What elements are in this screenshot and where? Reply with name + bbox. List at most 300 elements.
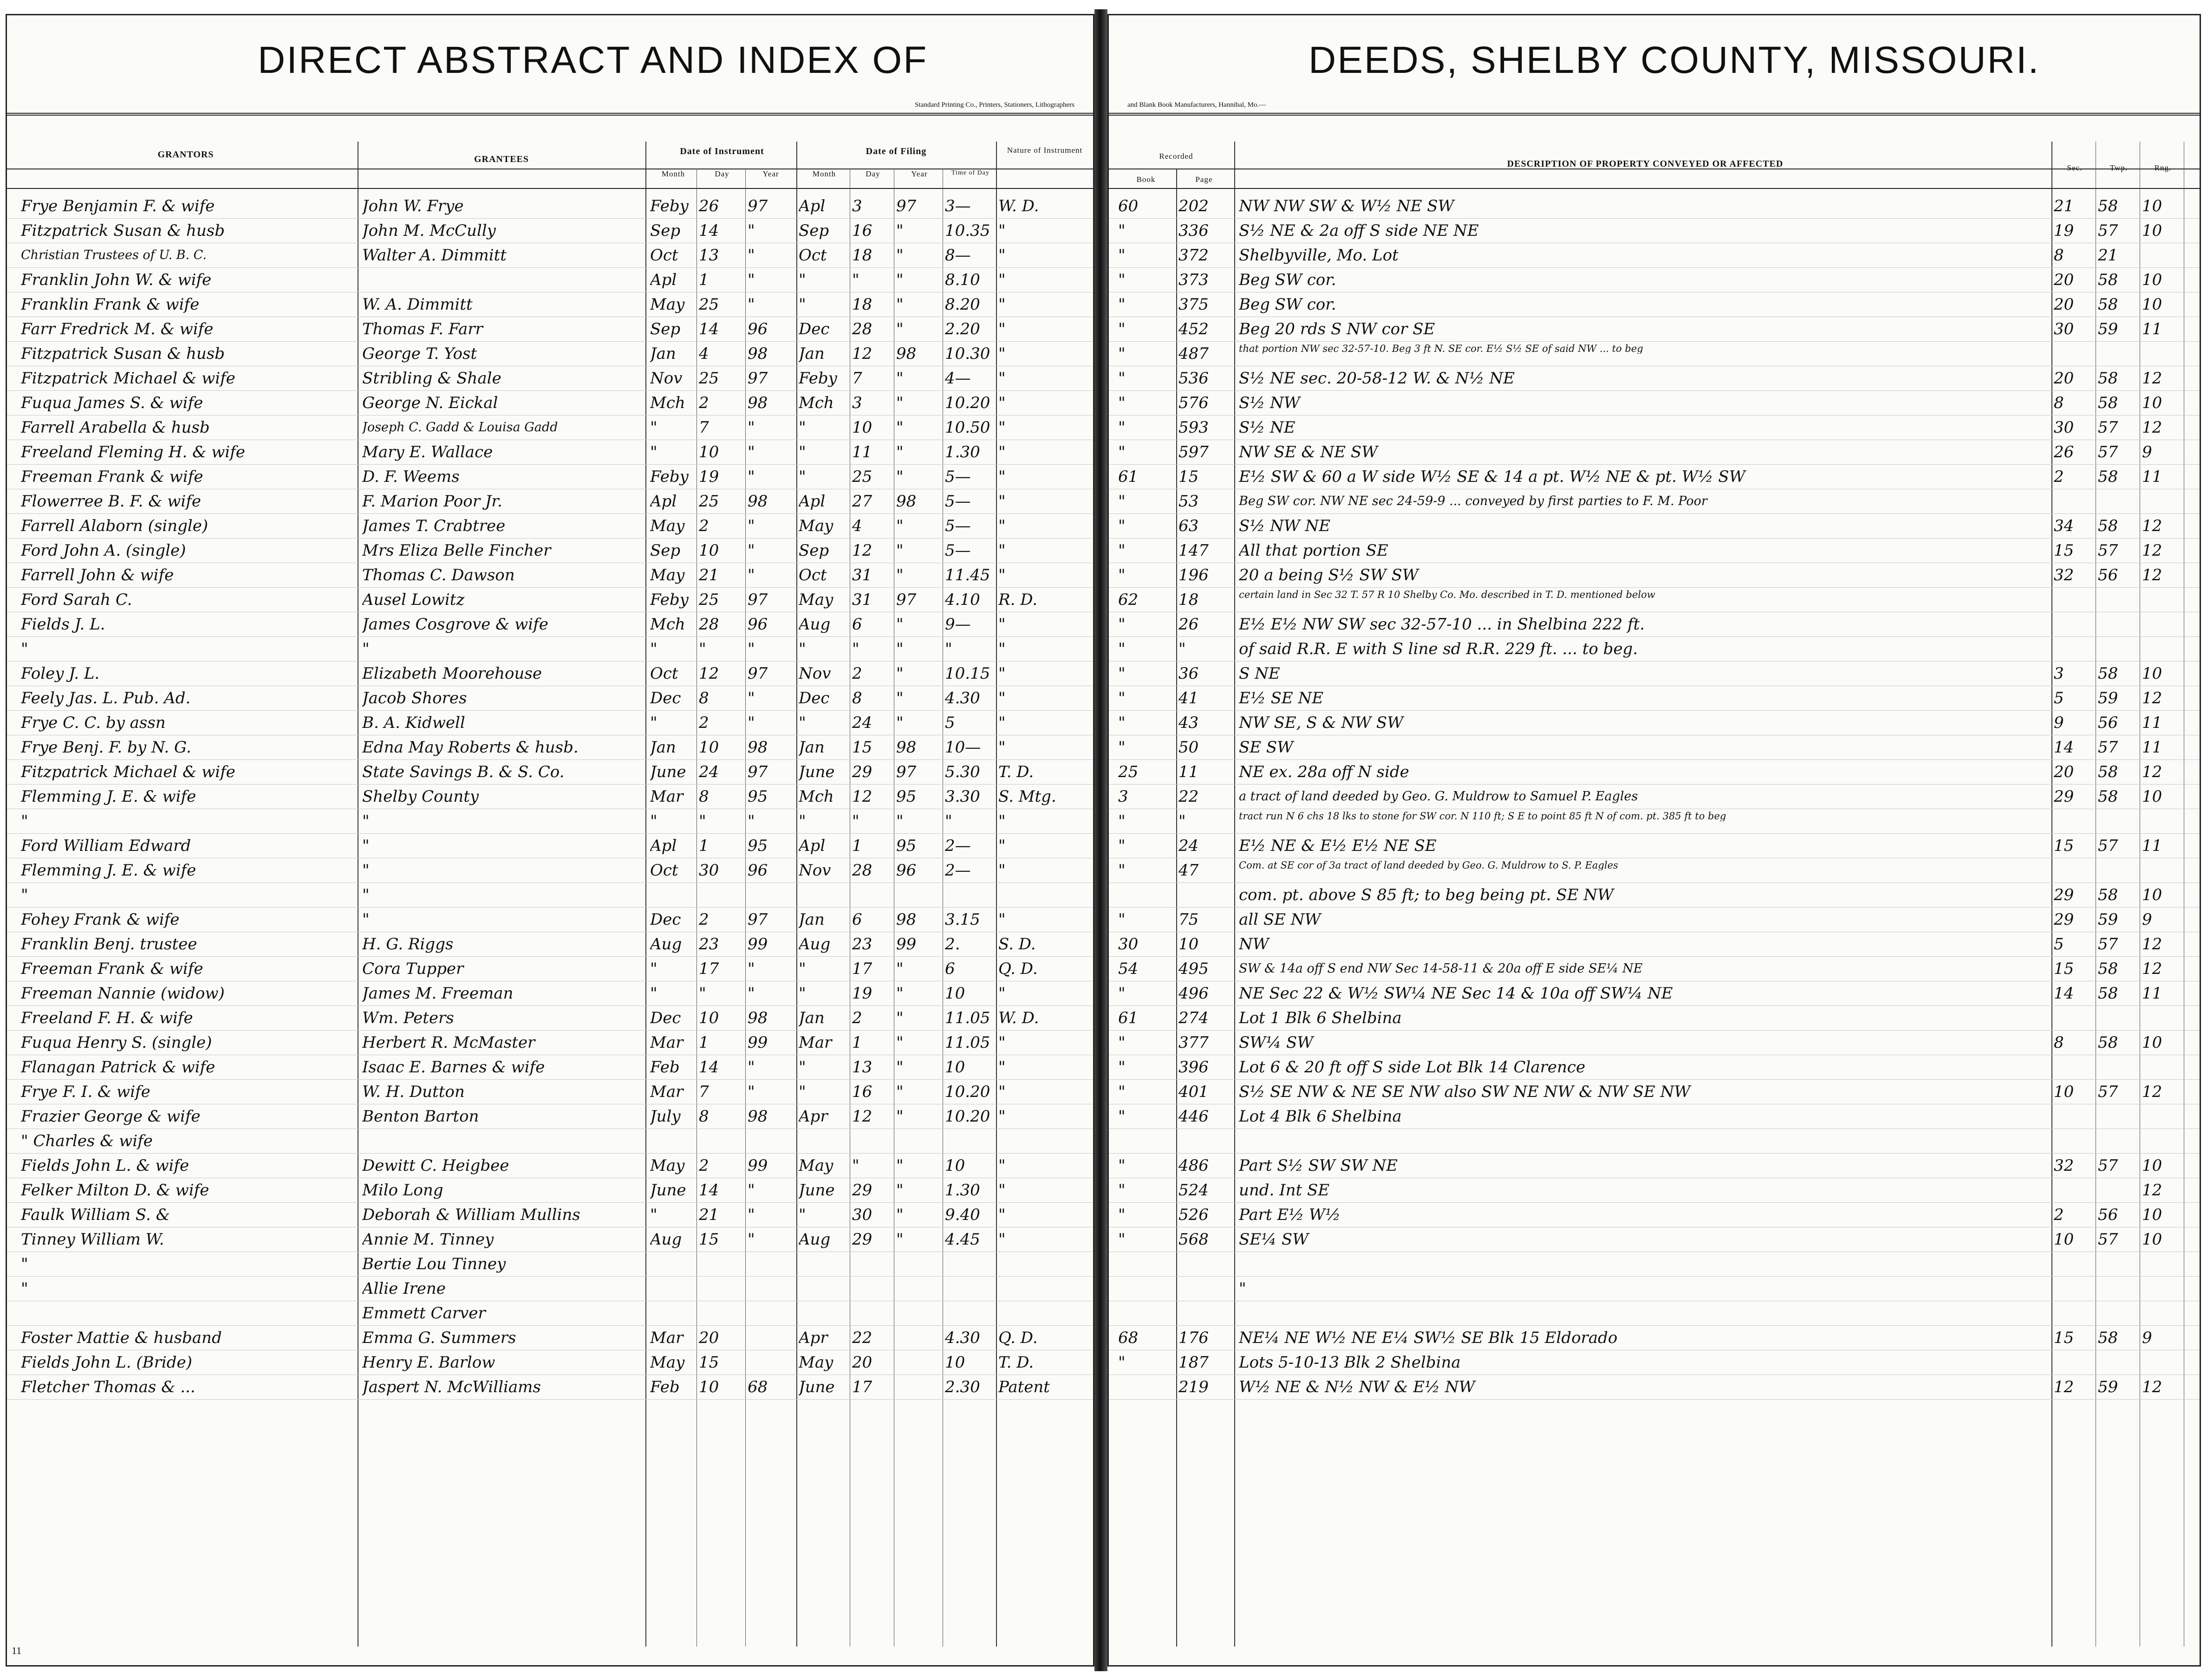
filing-month-cell: Nov bbox=[799, 664, 831, 683]
book-cell: " bbox=[1118, 1353, 1126, 1372]
nature-cell: " bbox=[998, 492, 1006, 511]
ledger-row bbox=[1109, 1154, 2200, 1178]
rng-cell: 11 bbox=[2142, 320, 2162, 338]
filing-year-cell: " bbox=[896, 1009, 904, 1027]
filing-year-cell: 98 bbox=[896, 738, 917, 757]
rng-cell: 12 bbox=[2142, 566, 2162, 584]
description-cell: S½ NE sec. 20-58-12 W. & N½ NE bbox=[1239, 369, 1515, 388]
ledger-row bbox=[1109, 292, 2200, 317]
ledger-row bbox=[7, 342, 1093, 366]
book-cell: " bbox=[1118, 1230, 1126, 1249]
header-file-year: Year bbox=[911, 169, 928, 178]
book-cell: " bbox=[1118, 664, 1126, 683]
instrument-day-cell: 26 bbox=[699, 197, 719, 215]
filing-day-cell: 29 bbox=[852, 763, 872, 781]
top-rule bbox=[1109, 113, 2200, 116]
ledger-row bbox=[1109, 908, 2200, 932]
grantee-cell: Emma G. Summers bbox=[362, 1329, 516, 1347]
ledger-row bbox=[7, 194, 1093, 219]
ledger-row bbox=[7, 1301, 1093, 1326]
sec-cell: 5 bbox=[2054, 689, 2064, 707]
grantor-cell: Fohey Frank & wife bbox=[21, 910, 180, 929]
filing-time-cell: 5— bbox=[945, 467, 971, 486]
grantor-cell: " bbox=[21, 640, 28, 658]
filing-time-cell: 10 bbox=[945, 1353, 965, 1372]
twp-cell: 58 bbox=[2098, 1329, 2118, 1347]
filing-month-cell: May bbox=[799, 1156, 833, 1175]
filing-month-cell: Oct bbox=[799, 566, 827, 584]
filing-day-cell: 12 bbox=[852, 1107, 872, 1126]
description-cell: S½ NE bbox=[1239, 418, 1296, 437]
filing-time-cell: 5— bbox=[945, 492, 971, 511]
instrument-day-cell: 17 bbox=[699, 960, 719, 978]
instrument-year-cell: " bbox=[748, 566, 755, 584]
sec-cell: 29 bbox=[2054, 787, 2074, 806]
twp-cell: 57 bbox=[2098, 1230, 2118, 1249]
grantor-cell: Frye F. I. & wife bbox=[21, 1083, 150, 1101]
ledger-row bbox=[1109, 1031, 2200, 1055]
rng-cell: 11 bbox=[2142, 837, 2162, 855]
ledger-row bbox=[7, 514, 1093, 538]
description-cell: Lot 1 Blk 6 Shelbina bbox=[1239, 1009, 1402, 1027]
filing-day-cell: " bbox=[852, 271, 859, 289]
ledger-row bbox=[1109, 514, 2200, 538]
grantee-cell: Allie Irene bbox=[362, 1279, 446, 1298]
grantee-cell: " bbox=[362, 812, 370, 830]
twp-cell: 56 bbox=[2098, 1206, 2118, 1224]
instrument-day-cell: 20 bbox=[699, 1329, 719, 1347]
instrument-month-cell: Mar bbox=[650, 787, 684, 806]
description-cell: a tract of land deeded by Geo. G. Muldrow to Samuel P. Eagles bbox=[1239, 789, 1638, 804]
book-cell: " bbox=[1118, 812, 1126, 830]
filing-month-cell: Jan bbox=[799, 344, 825, 363]
book-cell: 30 bbox=[1118, 935, 1139, 954]
ledger-row bbox=[1109, 735, 2200, 760]
ledger-row bbox=[1109, 1129, 2200, 1154]
instrument-month-cell: Mar bbox=[650, 1329, 684, 1347]
sec-cell: 30 bbox=[2054, 320, 2074, 338]
header-file-month: Month bbox=[812, 169, 836, 178]
filing-month-cell: May bbox=[799, 1353, 833, 1372]
ledger-row bbox=[1109, 219, 2200, 243]
twp-cell: 57 bbox=[2098, 418, 2118, 437]
instrument-month-cell: Jan bbox=[650, 344, 676, 363]
ledger-row bbox=[7, 735, 1093, 760]
filing-time-cell: 2.20 bbox=[945, 320, 980, 338]
filing-year-cell: " bbox=[896, 984, 904, 1003]
ledger-row bbox=[1109, 932, 2200, 957]
filing-day-cell: 28 bbox=[852, 320, 872, 338]
ledger-row bbox=[1109, 440, 2200, 465]
ledger-row bbox=[1109, 1006, 2200, 1031]
grantor-cell: Fitzpatrick Susan & husb bbox=[21, 344, 225, 363]
rng-cell: 10 bbox=[2142, 664, 2162, 683]
filing-day-cell: 7 bbox=[852, 369, 862, 388]
twp-cell: 58 bbox=[2098, 197, 2118, 215]
sec-cell: 15 bbox=[2054, 541, 2074, 560]
rng-cell: 12 bbox=[2142, 1378, 2162, 1396]
ledger-row bbox=[1109, 1375, 2200, 1400]
ledger-row bbox=[1109, 415, 2200, 440]
instrument-year-cell: 98 bbox=[748, 394, 768, 412]
ledger-row bbox=[7, 588, 1093, 612]
filing-time-cell: 6 bbox=[945, 960, 955, 978]
rng-cell: 10 bbox=[2142, 271, 2162, 289]
filing-day-cell: 15 bbox=[852, 738, 872, 757]
instrument-month-cell: Sep bbox=[650, 541, 681, 560]
grantor-cell: Franklin Frank & wife bbox=[21, 295, 200, 314]
rng-cell: 10 bbox=[2142, 787, 2162, 806]
filing-month-cell: " bbox=[799, 271, 806, 289]
nature-cell: " bbox=[998, 837, 1006, 855]
sec-cell: 19 bbox=[2054, 221, 2074, 240]
instrument-day-cell: 1 bbox=[699, 1033, 709, 1052]
filing-time-cell: 10 bbox=[945, 1058, 965, 1077]
filing-month-cell: " bbox=[799, 295, 806, 314]
twp-cell: 58 bbox=[2098, 763, 2118, 781]
grantor-cell: Franklin Benj. trustee bbox=[21, 935, 197, 954]
filing-time-cell: 5 bbox=[945, 714, 955, 732]
nature-cell: " bbox=[998, 1156, 1006, 1175]
rng-cell: 12 bbox=[2142, 763, 2162, 781]
grantee-cell: State Savings B. & S. Co. bbox=[362, 763, 565, 781]
book-cell: 54 bbox=[1118, 960, 1139, 978]
filing-day-cell: 31 bbox=[852, 566, 872, 584]
instrument-year-cell: 98 bbox=[748, 492, 768, 511]
grantor-cell: Frye Benj. F. by N. G. bbox=[21, 738, 191, 757]
ledger-row bbox=[7, 465, 1093, 489]
page-cell: 43 bbox=[1178, 714, 1199, 732]
ledger-row bbox=[7, 957, 1093, 981]
nature-cell: " bbox=[998, 246, 1006, 265]
page-cell: 274 bbox=[1178, 1009, 1209, 1027]
instrument-month-cell: " bbox=[650, 640, 658, 658]
page-cell: 219 bbox=[1178, 1378, 1209, 1396]
sec-cell: 10 bbox=[2054, 1083, 2074, 1101]
book-cell: " bbox=[1118, 861, 1126, 880]
filing-month-cell: " bbox=[799, 1058, 806, 1077]
twp-cell: 59 bbox=[2098, 1378, 2118, 1396]
description-cell: S NE bbox=[1239, 664, 1280, 683]
filing-year-cell: 95 bbox=[896, 837, 917, 855]
instrument-day-cell: 25 bbox=[699, 369, 719, 388]
description-cell: Beg SW cor. NW NE sec 24-59-9 ... conveyed by first parties to F. M. Poor bbox=[1239, 494, 1707, 508]
ledger-row bbox=[7, 1031, 1093, 1055]
grantee-cell: Elizabeth Moorehouse bbox=[362, 664, 542, 683]
instrument-day-cell: 1 bbox=[699, 837, 709, 855]
book-cell: 25 bbox=[1118, 763, 1139, 781]
filing-month-cell: Aug bbox=[799, 615, 831, 634]
top-rule bbox=[7, 113, 1093, 116]
filing-day-cell: 22 bbox=[852, 1329, 872, 1347]
page-cell: 36 bbox=[1178, 664, 1199, 683]
instrument-month-cell: Oct bbox=[650, 246, 678, 265]
twp-cell: 57 bbox=[2098, 738, 2118, 757]
instrument-day-cell: 14 bbox=[699, 1181, 719, 1200]
ledger-row bbox=[7, 489, 1093, 514]
filing-time-cell: 8.20 bbox=[945, 295, 980, 314]
sec-cell: 2 bbox=[2054, 1206, 2064, 1224]
nature-cell: T. D. bbox=[998, 1353, 1034, 1372]
filing-day-cell: 12 bbox=[852, 344, 872, 363]
filing-year-cell: " bbox=[896, 714, 904, 732]
grantor-cell: Freeman Frank & wife bbox=[21, 960, 203, 978]
rng-cell: 12 bbox=[2142, 541, 2162, 560]
book-cell: " bbox=[1118, 517, 1126, 535]
grantor-cell: " bbox=[21, 1255, 28, 1273]
instrument-day-cell: 19 bbox=[699, 467, 719, 486]
filing-day-cell: 8 bbox=[852, 689, 862, 707]
grantee-cell: W. A. Dimmitt bbox=[362, 295, 473, 314]
instrument-month-cell: Feb bbox=[650, 1378, 680, 1396]
rng-cell: 11 bbox=[2142, 738, 2162, 757]
filing-year-cell: 98 bbox=[896, 492, 917, 511]
instrument-month-cell: May bbox=[650, 566, 685, 584]
sec-cell: 15 bbox=[2054, 960, 2074, 978]
header-inst-month: Month bbox=[661, 169, 685, 178]
grantee-cell: Thomas C. Dawson bbox=[362, 566, 515, 584]
nature-cell: " bbox=[998, 1181, 1006, 1200]
description-cell: tract run N 6 chs 18 lks to stone for SW cor. N 110 ft; S E to point 85 ft N of com. pt. 385 ft to beg bbox=[1239, 811, 1726, 821]
ledger-row bbox=[7, 760, 1093, 785]
filing-year-cell: " bbox=[896, 1181, 904, 1200]
filing-time-cell: 2. bbox=[945, 935, 960, 954]
instrument-month-cell: Aug bbox=[650, 1230, 682, 1249]
instrument-month-cell: Feby bbox=[650, 467, 689, 486]
sec-cell: 15 bbox=[2054, 1329, 2074, 1347]
description-cell: " bbox=[1239, 1279, 1246, 1298]
grantee-cell: George N. Eickal bbox=[362, 394, 498, 412]
grantor-cell: " bbox=[21, 812, 28, 830]
grantor-cell: Tinney William W. bbox=[21, 1230, 164, 1249]
twp-cell: 58 bbox=[2098, 369, 2118, 388]
header-nature: Nature of Instrument bbox=[1007, 146, 1083, 155]
nature-cell: " bbox=[998, 320, 1006, 338]
filing-time-cell: 4.30 bbox=[945, 1329, 980, 1347]
description-cell: SW & 14a off S end NW Sec 14-58-11 & 20a off E side SE¼ NE bbox=[1239, 961, 1643, 976]
ledger-row bbox=[7, 1277, 1093, 1301]
book-cell: " bbox=[1118, 640, 1126, 658]
instrument-day-cell: 2 bbox=[699, 394, 709, 412]
rng-cell: 10 bbox=[2142, 221, 2162, 240]
filing-day-cell: 28 bbox=[852, 861, 872, 880]
grantee-cell: Shelby County bbox=[362, 787, 479, 806]
description-cell: Beg SW cor. bbox=[1239, 271, 1336, 289]
nature-cell: " bbox=[998, 1206, 1006, 1224]
ledger-row bbox=[1109, 662, 2200, 686]
grantor-cell: Fields John L. (Bride) bbox=[21, 1353, 192, 1372]
nature-cell: " bbox=[998, 369, 1006, 388]
book-cell: " bbox=[1118, 714, 1126, 732]
instrument-year-cell: " bbox=[748, 960, 755, 978]
ledger-row bbox=[1109, 1350, 2200, 1375]
instrument-day-cell: 2 bbox=[699, 517, 709, 535]
page-cell: 452 bbox=[1178, 320, 1209, 338]
right-page bbox=[1107, 14, 2201, 1667]
instrument-year-cell: " bbox=[748, 517, 755, 535]
instrument-year-cell: " bbox=[748, 1058, 755, 1077]
instrument-year-cell: 97 bbox=[748, 590, 768, 609]
book-cell: 62 bbox=[1118, 590, 1139, 609]
book-cell: " bbox=[1118, 1033, 1126, 1052]
ledger-row bbox=[7, 637, 1093, 662]
sec-cell: 14 bbox=[2054, 984, 2074, 1003]
page-cell: 41 bbox=[1178, 689, 1199, 707]
description-cell: S½ SE NW & NE SE NW also SW NE NW & NW SE NW bbox=[1239, 1083, 1691, 1101]
grantee-cell: Bertie Lou Tinney bbox=[362, 1255, 506, 1273]
filing-month-cell: Aug bbox=[799, 1230, 831, 1249]
sec-cell: 34 bbox=[2054, 517, 2074, 535]
page-cell: 377 bbox=[1178, 1033, 1209, 1052]
filing-time-cell: 9.40 bbox=[945, 1206, 980, 1224]
book-cell: " bbox=[1118, 984, 1126, 1003]
twp-cell: 59 bbox=[2098, 689, 2118, 707]
ledger-row bbox=[1109, 785, 2200, 809]
instrument-month-cell: May bbox=[650, 517, 685, 535]
instrument-day-cell: 4 bbox=[699, 344, 709, 363]
sec-cell: 26 bbox=[2054, 443, 2074, 461]
description-cell: E½ NE & E½ E½ NE SE bbox=[1239, 837, 1437, 855]
twp-cell: 58 bbox=[2098, 960, 2118, 978]
rng-cell: 10 bbox=[2142, 1230, 2162, 1249]
ledger-row bbox=[7, 440, 1093, 465]
filing-month-cell: " bbox=[799, 1206, 806, 1224]
instrument-month-cell: Jan bbox=[650, 738, 676, 757]
twp-cell: 59 bbox=[2098, 910, 2118, 929]
nature-cell: " bbox=[998, 1058, 1006, 1077]
nature-cell: S. Mtg. bbox=[998, 787, 1056, 806]
grantor-cell: Faulk William S. & bbox=[21, 1206, 170, 1224]
ledger-row bbox=[1109, 809, 2200, 834]
nature-cell: " bbox=[998, 984, 1006, 1003]
filing-year-cell: 95 bbox=[896, 787, 917, 806]
grantee-cell: Mary E. Wallace bbox=[362, 443, 493, 461]
filing-day-cell: 6 bbox=[852, 615, 862, 634]
filing-day-cell: 29 bbox=[852, 1230, 872, 1249]
description-cell: Part S½ SW SW NE bbox=[1239, 1156, 1398, 1175]
instrument-day-cell: 25 bbox=[699, 590, 719, 609]
instrument-month-cell: Apl bbox=[650, 271, 677, 289]
instrument-year-cell: " bbox=[748, 1181, 755, 1200]
grantee-cell: " bbox=[362, 640, 370, 658]
filing-year-cell: " bbox=[896, 566, 904, 584]
page-cell: 47 bbox=[1178, 861, 1199, 880]
twp-cell: 57 bbox=[2098, 221, 2118, 240]
filing-day-cell: 12 bbox=[852, 787, 872, 806]
nature-cell: W. D. bbox=[998, 1009, 1039, 1027]
filing-month-cell: " bbox=[799, 640, 806, 658]
description-cell: E½ SW & 60 a W side W½ SE & 14 a pt. W½ NE & pt. W½ SW bbox=[1239, 467, 1745, 486]
nature-cell: " bbox=[998, 738, 1006, 757]
filing-day-cell: 3 bbox=[852, 197, 862, 215]
filing-time-cell: 10.35 bbox=[945, 221, 990, 240]
nature-cell: " bbox=[998, 861, 1006, 880]
instrument-day-cell: 14 bbox=[699, 1058, 719, 1077]
instrument-day-cell: 21 bbox=[699, 566, 719, 584]
page-cell: 176 bbox=[1178, 1329, 1209, 1347]
right-imprint: and Blank Book Manufacturers, Hannibal, Mo.— bbox=[1127, 101, 1266, 109]
filing-month-cell: Jan bbox=[799, 910, 825, 929]
ledger-row bbox=[7, 538, 1093, 563]
instrument-year-cell: 68 bbox=[748, 1378, 768, 1396]
instrument-day-cell: 10 bbox=[699, 443, 719, 461]
rng-cell: 10 bbox=[2142, 295, 2162, 314]
grantee-cell: " bbox=[362, 886, 370, 904]
grantor-cell: Farrell Alaborn (single) bbox=[21, 517, 208, 535]
ledger-row bbox=[1109, 834, 2200, 858]
page-cell: 373 bbox=[1178, 271, 1209, 289]
instrument-year-cell: 96 bbox=[748, 615, 768, 634]
rng-cell: 10 bbox=[2142, 886, 2162, 904]
instrument-year-cell: " bbox=[748, 271, 755, 289]
grantor-cell: Ford Sarah C. bbox=[21, 590, 132, 609]
grantee-cell: Cora Tupper bbox=[362, 960, 464, 978]
ledger-row bbox=[1109, 268, 2200, 292]
nature-cell: " bbox=[998, 541, 1006, 560]
grantor-cell: Foley J. L. bbox=[21, 664, 100, 683]
filing-month-cell: " bbox=[799, 984, 806, 1003]
instrument-year-cell: 98 bbox=[748, 738, 768, 757]
filing-day-cell: 31 bbox=[852, 590, 872, 609]
instrument-month-cell: Mar bbox=[650, 1033, 684, 1052]
instrument-month-cell: Mch bbox=[650, 394, 685, 412]
filing-year-cell: " bbox=[896, 1206, 904, 1224]
grantor-cell: Fitzpatrick Susan & husb bbox=[21, 221, 225, 240]
header-bottom-rule bbox=[1109, 188, 2200, 189]
grantee-cell: Emmett Carver bbox=[362, 1304, 486, 1323]
rng-cell: 11 bbox=[2142, 984, 2162, 1003]
filing-day-cell: 16 bbox=[852, 221, 872, 240]
description-cell: Lot 4 Blk 6 Shelbina bbox=[1239, 1107, 1402, 1126]
grantee-cell: Herbert R. McMaster bbox=[362, 1033, 535, 1052]
instrument-month-cell: June bbox=[650, 763, 686, 781]
filing-month-cell: Sep bbox=[799, 221, 829, 240]
filing-day-cell: 2 bbox=[852, 664, 862, 683]
nature-cell: " bbox=[998, 443, 1006, 461]
instrument-day-cell: 1 bbox=[699, 271, 709, 289]
ledger-row bbox=[7, 908, 1093, 932]
instrument-month-cell: Dec bbox=[650, 1009, 681, 1027]
filing-month-cell: " bbox=[799, 812, 806, 830]
ledger-row bbox=[1109, 686, 2200, 711]
sec-cell: 12 bbox=[2054, 1378, 2074, 1396]
filing-day-cell: 18 bbox=[852, 295, 872, 314]
sec-cell: 8 bbox=[2054, 246, 2064, 265]
ledger-row bbox=[7, 292, 1093, 317]
grantor-cell: Freeland F. H. & wife bbox=[21, 1009, 193, 1027]
instrument-year-cell: " bbox=[748, 467, 755, 486]
grantee-cell: F. Marion Poor Jr. bbox=[362, 492, 502, 511]
filing-year-cell: 98 bbox=[896, 910, 917, 929]
grantee-cell: Henry E. Barlow bbox=[362, 1353, 495, 1372]
rng-cell: 9 bbox=[2142, 910, 2152, 929]
rng-cell: 12 bbox=[2142, 1083, 2162, 1101]
description-cell: S½ NW NE bbox=[1239, 517, 1331, 535]
filing-time-cell: 10 bbox=[945, 984, 965, 1003]
instrument-day-cell: 28 bbox=[699, 615, 719, 634]
nature-cell: W. D. bbox=[998, 197, 1039, 215]
filing-month-cell: Mar bbox=[799, 1033, 832, 1052]
margin-mark: 11 bbox=[12, 1645, 22, 1656]
instrument-day-cell: 8 bbox=[699, 787, 709, 806]
filing-time-cell: 3.30 bbox=[945, 787, 980, 806]
filing-month-cell: Apr bbox=[799, 1329, 828, 1347]
book-cell: " bbox=[1118, 320, 1126, 338]
ledger-row bbox=[1109, 391, 2200, 415]
ledger-row bbox=[1109, 957, 2200, 981]
page-cell: 147 bbox=[1178, 541, 1209, 560]
filing-month-cell: Apl bbox=[799, 492, 826, 511]
